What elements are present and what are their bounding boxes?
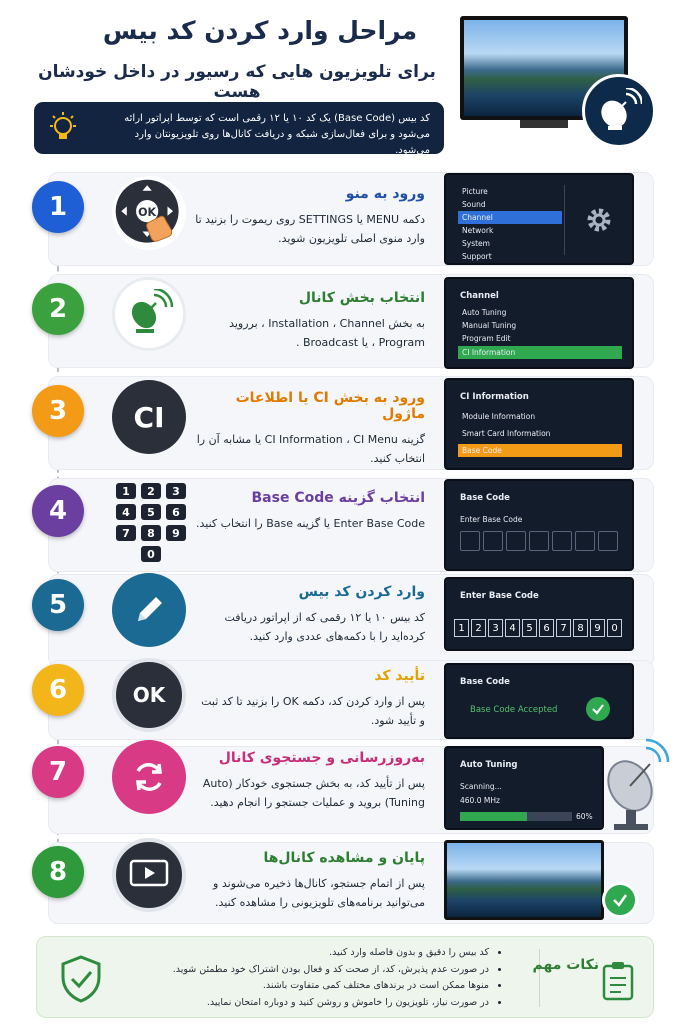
menu-item-base-code: Base Code [458, 444, 622, 457]
step-desc-1: دکمه MENU یا SETTINGS روی ریموت را بزنید تا وارد منوی اصلی تلویزیون شوید. [195, 213, 425, 245]
panel-title: Enter Base Code [460, 591, 539, 601]
pencil-icon [112, 573, 186, 647]
key-8: 8 [141, 525, 161, 541]
key-9: 9 [166, 525, 186, 541]
note-item: • در صورت عدم پذیرش، کد، از صحت کد و فعال بودن اشتراک خود مطمئن شوید. [123, 962, 489, 979]
tv-menu-panel-1 [444, 173, 634, 265]
panel-title: Base Code [460, 493, 510, 503]
page-title: مراحل وارد کردن کد بیس [102, 16, 418, 45]
tv-menu-panel-2 [444, 277, 634, 369]
notes-title: نکات مهم [532, 957, 599, 973]
code-digit-boxes [454, 619, 622, 637]
step-title-3: ورود به بخش CI یا اطلاعات ماژول [235, 390, 425, 422]
tv-menu-panel-3 [444, 378, 634, 470]
menu-item-program-edit: Program Edit [462, 334, 511, 343]
progress-bar [460, 812, 572, 821]
panel-title: Auto Tuning [460, 760, 518, 770]
step-text-6 [195, 668, 425, 730]
key-5: 5 [141, 504, 161, 520]
code-digit: 3 [488, 619, 503, 637]
step-text-1 [195, 186, 425, 248]
key-1: 1 [116, 483, 136, 499]
satellite-dish-icon [582, 74, 656, 148]
key-4: 4 [116, 504, 136, 520]
step-title-6: تأیید کد [374, 668, 425, 684]
satellite-dish-icon [112, 277, 186, 351]
tv-screen-image [444, 840, 604, 920]
key-7: 7 [116, 525, 136, 541]
step-desc-6: پس از وارد کردن کد، دکمه OK را بزنید تا کد ثبت و تأیید شود. [201, 695, 425, 727]
step-number-6: 6 [32, 664, 84, 716]
tv-menu-panel-5 [444, 577, 634, 651]
menu-item-network: Network [462, 226, 494, 235]
step-desc-3: گزینه CI Information ، CI Menu یا مشابه آن را انتخاب کنید. [196, 433, 425, 465]
step-text-4 [195, 490, 425, 533]
progress-fill [460, 812, 527, 821]
step-number-1: 1 [32, 181, 84, 233]
step-title-7: به‌روزرسانی و جستجوی کانال [218, 750, 425, 766]
tv-menu-panel-4 [444, 479, 634, 571]
step-number-5: 5 [32, 579, 84, 631]
key-3: 3 [166, 483, 186, 499]
status-text: Base Code Accepted [470, 705, 558, 715]
play-icon [112, 838, 186, 912]
satellite-dish-icon [600, 738, 670, 834]
step-number-4: 4 [32, 485, 84, 537]
step-desc-5: کد بیس ۱۰ یا ۱۲ رقمی که از اپراتور دریافت کرده‌اید را با دکمه‌های عددی وارد کنید. [224, 611, 425, 643]
checkmark-icon [586, 697, 610, 721]
step-desc-4: Enter Base Code یا گزینه Base را انتخاب کنید. [195, 517, 425, 530]
code-digit: 1 [454, 619, 469, 637]
step-text-8 [195, 850, 425, 912]
clipboard-icon [601, 961, 635, 1005]
tv-menu-panel-7 [444, 746, 604, 830]
code-digit: 9 [590, 619, 605, 637]
refresh-icon [112, 740, 186, 814]
step-text-3 [195, 390, 425, 468]
step-number-2: 2 [32, 283, 84, 335]
gear-icon [584, 205, 614, 237]
code-digit: 0 [607, 619, 622, 637]
code-digit: 7 [556, 619, 571, 637]
remote-ok-icon [112, 176, 186, 250]
note-item: • منوها ممکن است در برندهای مختلف کمی متفاوت باشند. [123, 978, 489, 995]
step-title-5: وارد کردن کد بیس [298, 584, 425, 600]
code-digit: 8 [573, 619, 588, 637]
code-digit: 5 [522, 619, 537, 637]
notes-list [123, 945, 503, 1011]
code-input-boxes [460, 531, 618, 551]
step-text-5 [195, 584, 425, 646]
step-number-8: 8 [32, 846, 84, 898]
frequency-readout: 460.0 MHz [460, 796, 500, 805]
step-text-2 [195, 290, 425, 352]
step-desc-2: به بخش Installation ، Channel ، برروید Program ، یا Broadcast . [229, 317, 425, 349]
menu-item-support: Support [462, 252, 492, 261]
key-0: 0 [141, 546, 161, 562]
shield-check-icon [59, 955, 103, 1007]
step-title-1: ورود به منو [345, 186, 425, 202]
scan-status: Scanning... [460, 782, 502, 791]
panel-title: Channel [460, 291, 499, 301]
key-6: 6 [166, 504, 186, 520]
code-digit: 6 [539, 619, 554, 637]
step-title-4: انتخاب گزینه Base Code [251, 490, 425, 506]
step-desc-8: پس از اتمام جستجو، کانال‌ها ذخیره می‌شوند و می‌توانید برنامه‌های تلویزیونی را مشاهده کنید. [213, 877, 425, 909]
panel-subtitle: Enter Base Code [460, 515, 523, 524]
code-digit: 2 [471, 619, 486, 637]
menu-item-sound: Sound [462, 200, 486, 209]
note-item: • در صورت نیاز، تلویزیون را خاموش و روشن کنید و دوباره امتحان نمایید. [123, 995, 489, 1012]
intro-text: کد بیس (Base Code) یک کد ۱۰ یا ۱۲ رقمی است که توسط اپراتور ارائه می‌شود و برای فعال‌سازی شبکه و دریافت کانال‌ها روی تلویزیونتان وارد می‌شود. [124, 113, 430, 156]
important-notes-box [36, 936, 654, 1018]
page-subtitle: برای تلویزیون هایی که رسیور در داخل خودشان هست [38, 62, 436, 102]
svg-text:OK: OK [138, 205, 157, 219]
step-title-8: پایان و مشاهده کانال‌ها [263, 850, 425, 866]
step-number-7: 7 [32, 746, 84, 798]
intro-box [34, 102, 444, 154]
checkmark-icon [602, 882, 638, 918]
step-number-3: 3 [32, 385, 84, 437]
panel-title: CI Information [460, 392, 529, 402]
menu-item-auto-tuning: Auto Tuning [462, 308, 507, 317]
key-2: 2 [141, 483, 161, 499]
code-digit: 4 [505, 619, 520, 637]
progress-label: 60% [576, 812, 593, 821]
menu-item-system: System [462, 239, 490, 248]
menu-item-ci-information: CI Information [458, 346, 622, 359]
ok-button-icon: OK [112, 658, 186, 732]
step-title-2: انتخاب بخش کانال [298, 290, 425, 306]
panel-title: Base Code [460, 677, 510, 687]
step-desc-7: پس از تأیید کد، به بخش جستجوی خودکار (Auto Tuning) بروید و عملیات جستجو را انجام دهید. [202, 777, 425, 809]
ci-module-icon: CI [112, 380, 186, 454]
tv-menu-panel-6 [444, 663, 634, 739]
step-text-7 [195, 750, 425, 812]
number-keypad-icon [116, 483, 188, 567]
menu-item-picture: Picture [462, 187, 488, 196]
menu-item-manual-tuning: Manual Tuning [462, 321, 517, 330]
menu-item-channel: Channel [458, 211, 562, 224]
lightbulb-icon [48, 112, 78, 144]
menu-item-module-information: Module Information [462, 412, 536, 421]
menu-item-smart-card-information: Smart Card Information [462, 429, 551, 438]
note-item: • کد بیس را دقیق و بدون فاصله وارد کنید. [123, 945, 489, 962]
